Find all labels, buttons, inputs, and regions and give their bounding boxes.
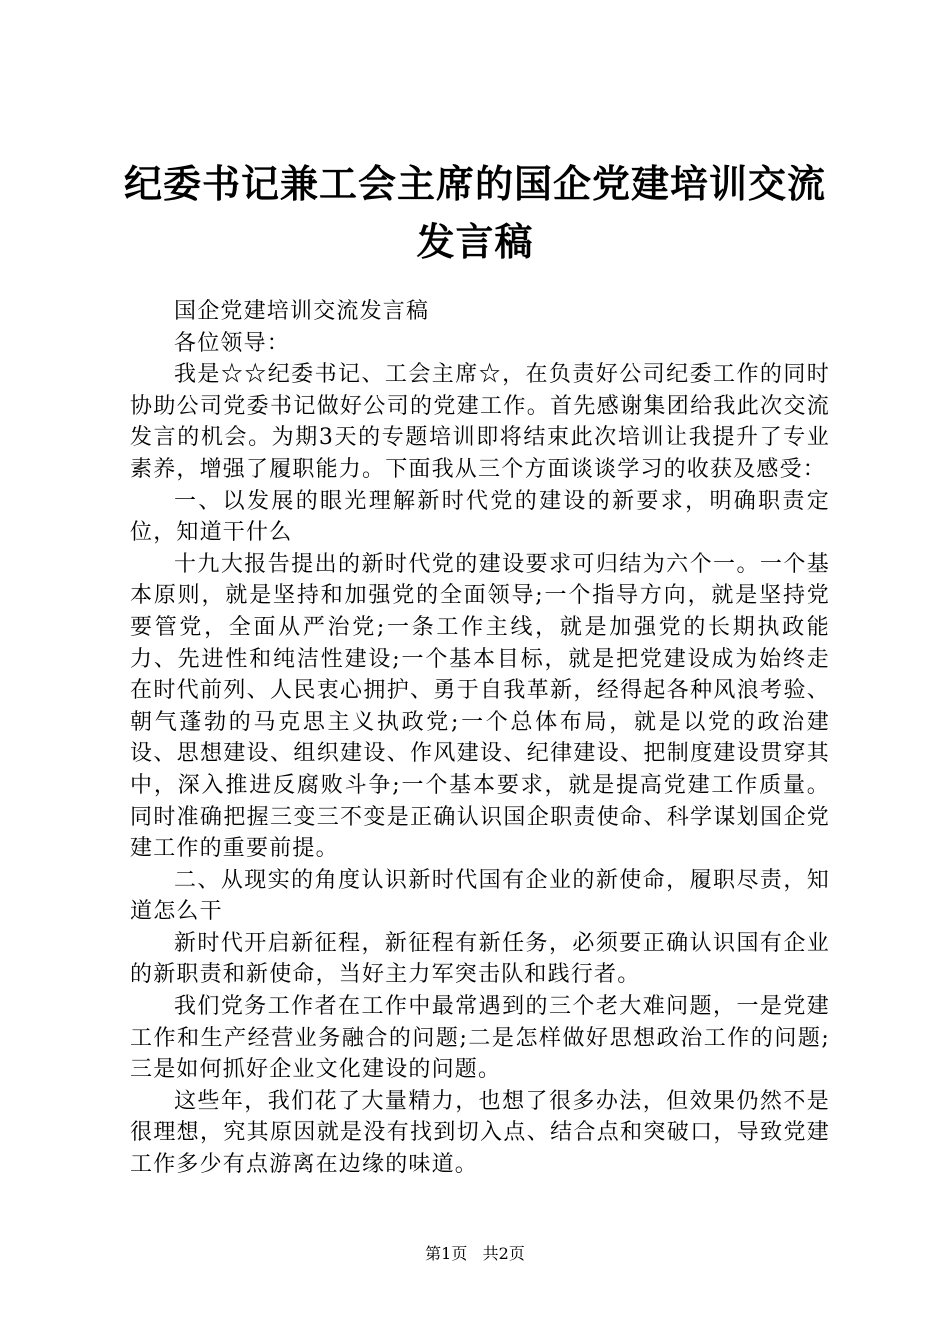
document-title: 纪委书记兼工会主席的国企党建培训交流发言稿: [123, 162, 826, 264]
section-heading-1: 一、以发展的眼光理解新时代党的建设的新要求，明确职责定位，知道干什么: [130, 488, 830, 546]
paragraph-section-2b: 我们党务工作者在工作中最常遇到的三个老大难问题，一是党建工作和生产经营业务融合的问题;二是怎样做好思想政治工作的问题;三是如何抓好企业文化建设的问题。: [130, 994, 830, 1083]
paragraph-section-2a: 新时代开启新征程，新征程有新任务，必须要正确认识国有企业的新职责和新使命，当好主力军突击队和践行者。: [130, 930, 830, 988]
paragraph-intro: 我是☆☆纪委书记、工会主席☆，在负责好公司纪委工作的同时协助公司党委书记做好公司的党建工作。首先感谢集团给我此次交流发言的机会。为期3天的专题培训即将结束此次培训让我提升了专业素养，增强了履职能力。下面我从三个方面谈谈学习的收获及感受：: [130, 362, 830, 482]
page-footer: [0, 1244, 950, 1264]
document-body: [130, 296, 830, 1181]
salutation: 各位领导：: [174, 330, 291, 356]
page-number: 第1页: [425, 1244, 468, 1263]
subtitle-line: 国企党建培训交流发言稿: [174, 299, 430, 324]
page-separator: [472, 1244, 477, 1263]
paragraph-section-2c: 这些年，我们花了大量精力，也想了很多办法，但效果仍然不是很理想，究其原因就是没有找到切入点、结合点和突破口，导致党建工作多少有点游离在边缘的味道。: [130, 1088, 830, 1178]
paragraph-section-1: 十九大报告提出的新时代党的建设要求可归结为六个一。一个基本原则，就是坚持和加强党的全面领导;一个指导方向，就是坚持党要管党，全面从严治党;一条工作主线，就是加强党的长期执政能力、先进性和纯洁性建设;一个基本目标，就是把党建设成为始终走在时代前列、人民衷心拥护、勇于自我革新，经得起各种风浪考验、朝气蓬勃的马克思主义执政党;一个总体布局，就是以党的政治建设、思想建设、组织建设、作风建设、纪律建设、把制度建设贯穿其中，深入推进反腐败斗争;一个基本要求，就是提高党建工作质量。同时准确把握三变三不变是正确认识国企职责使命、科学谋划国企党建工作的重要前提。: [130, 551, 830, 862]
page-total: 共2页: [482, 1244, 525, 1263]
section-heading-2: 二、从现实的角度认识新时代国有企业的新使命，履职尽责，知道怎么干: [130, 867, 830, 925]
